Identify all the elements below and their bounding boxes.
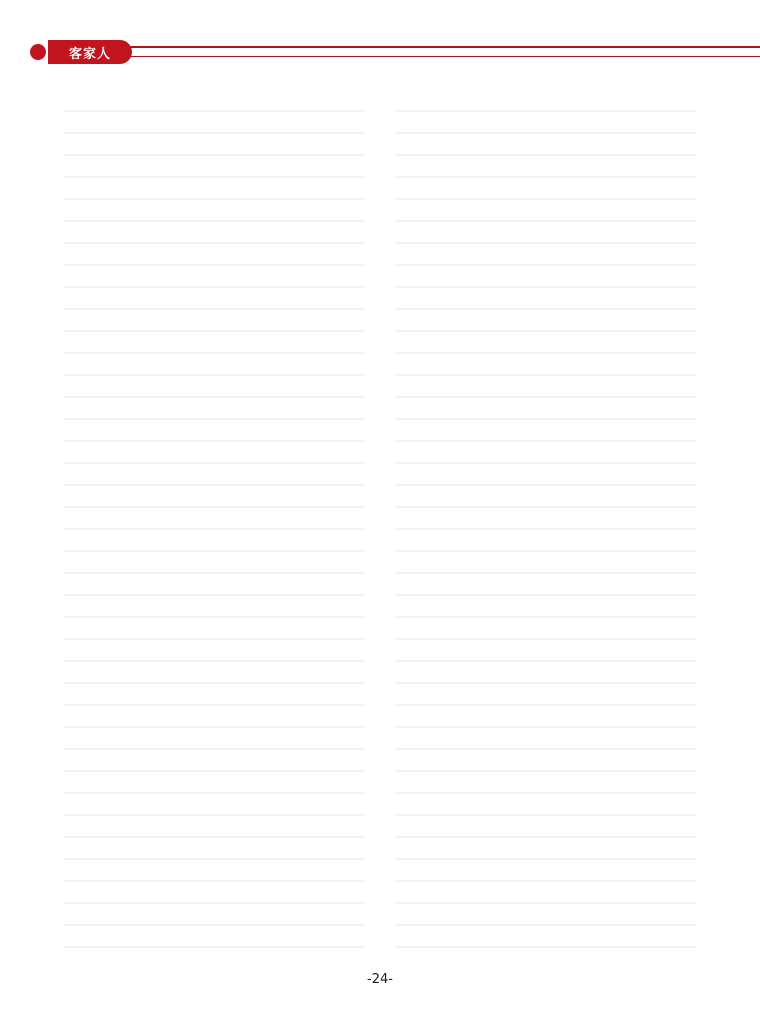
header-rule-top — [130, 46, 760, 48]
right-column — [396, 110, 696, 950]
page-number: -24- — [367, 972, 393, 987]
left-column-body — [64, 110, 364, 950]
header-rule-bottom — [130, 56, 760, 57]
right-column-body — [396, 110, 696, 950]
left-column — [64, 110, 364, 950]
section-label: 客家人 — [68, 46, 111, 62]
section-tab — [48, 40, 132, 64]
header-ornament — [30, 44, 46, 60]
